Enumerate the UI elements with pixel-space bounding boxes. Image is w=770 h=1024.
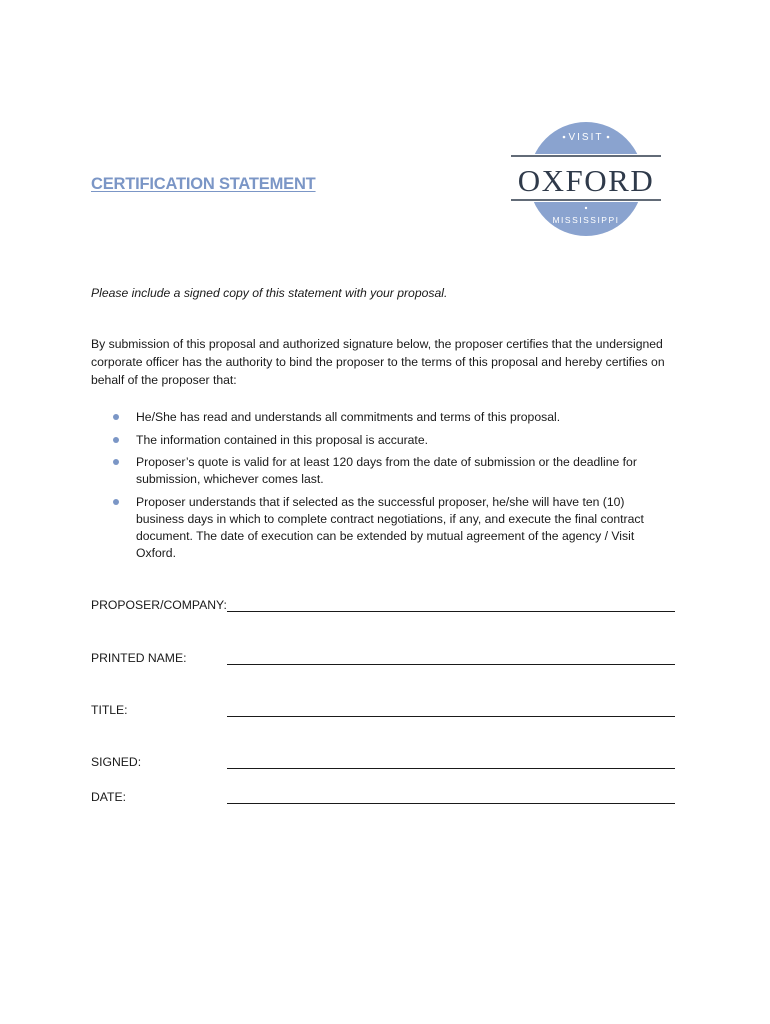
signed-field [91, 755, 691, 773]
list-item-text: Proposer’s quote is valid for at least 120 days from the date of submission or the deadline for submission, whichever comes last. [136, 455, 637, 486]
bullet-icon [113, 459, 119, 465]
signed-line[interactable] [227, 768, 675, 769]
title-line[interactable] [227, 716, 675, 717]
proposer-company-line[interactable] [227, 611, 675, 612]
list-item [112, 409, 672, 426]
list-item-text: He/She has read and understands all commitments and terms of this proposal. [136, 410, 561, 424]
signed-label: SIGNED: [91, 755, 142, 769]
page-title: CERTIFICATION STATEMENT [91, 175, 316, 193]
printed-name-field [91, 651, 691, 669]
list-item [112, 432, 672, 449]
title-label: TITLE: [91, 703, 128, 717]
logo-bottom-text: MISSISSIPPI [552, 215, 620, 225]
title-field [91, 703, 691, 721]
proposer-company-field [91, 598, 691, 616]
list-item-text: Proposer understands that if selected as the successful proposer, he/she will have ten (10) business days in which to complete contract negotiations, if any, and execute the final contract document. The date of execution can be extended by mutual agreement of the agency / Visit Oxford. [136, 494, 644, 560]
printed-name-label: PRINTED NAME: [91, 651, 187, 665]
intro-paragraph: By submission of this proposal and authorized signature below, the proposer certifies that the undersigned corporate officer has the authority to bind the proposer to the terms of this proposal and hereby certifies on behalf of the proposer that: [91, 337, 665, 387]
logo-top-text: VISIT [568, 132, 604, 143]
printed-name-line[interactable] [227, 664, 675, 665]
bullet-icon [113, 437, 119, 443]
visit-oxford-logo [508, 120, 664, 238]
proposer-company-label: PROPOSER/COMPANY: [91, 598, 227, 612]
instruction-text: Please include a signed copy of this statement with your proposal. [91, 286, 448, 300]
list-item [112, 494, 672, 562]
bullet-icon [113, 499, 119, 505]
date-label: DATE: [91, 790, 126, 804]
list-item-text: The information contained in this proposal is accurate. [136, 432, 428, 447]
certification-list [112, 409, 672, 567]
bullet-icon [113, 414, 119, 420]
date-field [91, 790, 691, 808]
list-item [112, 454, 672, 488]
date-line[interactable] [227, 803, 675, 804]
logo-main-text: OXFORD [517, 163, 655, 198]
